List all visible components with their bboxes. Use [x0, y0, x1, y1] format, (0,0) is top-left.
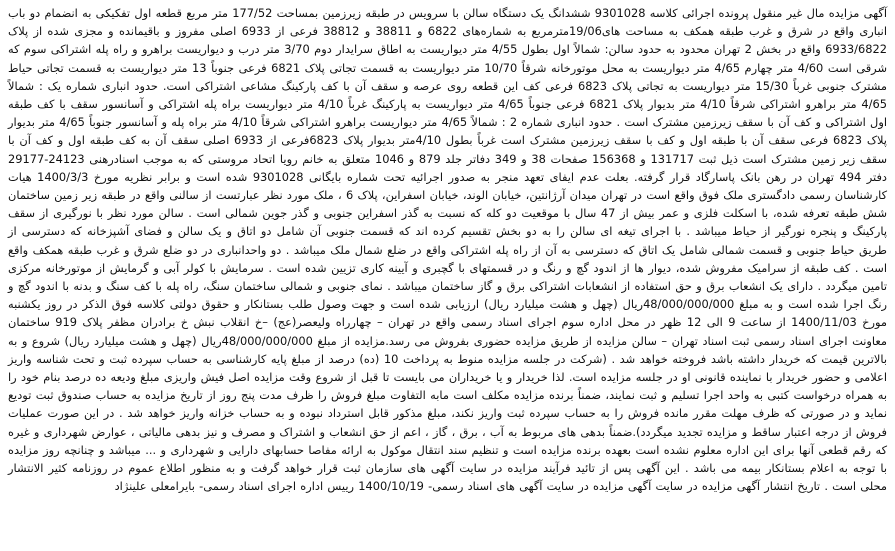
notice-text: آگهی مزایده مال غیر منقول پرونده اجرائی کلاسه 9301028 ششدانگ یک دستگاه سالن با سرویس در طبقه زیرزمین بمساحت 177/52 متر مربع قطعه اول تفکیکی به انضمام دو باب انباری واقع در شرق و غرب طبقه همکف به مساحت های19/06مترمربع به شماره‌های 6822 و 38811 و 38812 فرعی از 6933 اصلی مفروز و باقیمانده و مجزی شده از پلاک 6933/6822 واقع در بخش 2 تهران محدود به حدود سالن: شمالاً اول بطول 4/55 متر دیواریست به اطاق سرایدار دوم 3/70 متر درب و دیواریست براهرو و راه پله اشتراکی سوم که شرقی است 4/60 متر چهارم 4/65 متر دیواریست به محل موتورخانه شرقاً 10/70 متر دیواریست به قسمت تجاتی پلاک 6821 فرعی جنوباً 13 متر دیواریست به قسمت تجاتی حیاط مشترک جنوبی غرباً 15/30 متر دیواریست به تجاتی پلاک 6823 فرعی کف این قطعه روی عرصه و سقف آن با کف پارکینگ مشاعی اشتراکی است. حدود انباری شماره یک : شمالاً 4/65 متر براهرو اشتراکی شرقاً 4/10 متر بدیوار پلاک 6821 فرعی جنوباً 4/65 متر دیواریست به پارکینگ غرباً 4/10 متر دیواریست براه پله اشتراکی و آسانسور سقف با کف طبقه اول اشتراکی و کف آن با سقف زیرزمین مشترک است . حدود انباری شماره 2 : شمالاً 4/65 متر دیواریست براهرو اشتراکی شرقاً 4/10 متر براه پله و آسانسور جنوباً 4/65 متر بدیوار پلاک 6823 فرعی سقف آن با طبقه اول و کف با سقف زیرزمین مشترک است غرباً بطول 4/10متر بدیوار پلاک 6823فرعی از 6933 اصلی سقف آن به کف طبقه اول و کف آن با سقف زیر زمین مشترک است ذیل ثبت 131717 و 156368 صفحات 38 و 349 دفاتر جلد 879 و 1046 متعلق به خانم رویا اتحاد مروستی که به موجب اسنادرهنی 24123-29177 دفتر 494 تهران در رهن بانک پاسارگاد قرار گرفته. بعلت عدم ایفای تعهد منجر به صدور اجرائیه تحت شماره بایگانی 9301028 شده است و برابر نظریه مورخ 1400/3/3 هیات کارشناسان رسمی دادگستری ملک فوق واقع است در تهران میدان آرژانتین، خیابان الوند، خیابان اسفراین، پلاک 6 ، ملک مورد نظر عبارتست از سالنی واقع در طبقه زیر زمین ساختمان شش طبقه تعرفه شده، با اسکلت فلزی و عمر بیش از 47 سال با موقعیت دو کله که نسبت به گذر اسفراین جنوبی و گذر جوین شمالی است . سالن مورد نظر با نورگیری از سقف پارکینگ و پنجره نورگیر از حیاط میباشد . با اجرای تیغه ای سالن را به دو بخش تقسیم کرده اند که قسمت جنوبی آن شامل دو اتاق و یک سالن و فضای آشپزخانه که دسترسی از طریق حیاط جنوبی و قسمت شمالی شامل یک اتاق که دسترسی به آن از راه پله اشتراکی واقع در ضلع شمال ملک میباشد . دو واحدانباری در دو ضلع شرق و غرب طبقه همکف واقع است . کف طبقه از سرامیک مفروش شده، دیوار ها از اندود گچ و رنگ و در قسمتهای با گچبری و آیینه کاری تزیین شده است . سرمایش با کولر آبی و گرمایش از موتورخانه مرکزی تامین میگردد . دارای یک انشعاب برق و حق استفاده از انشعابات اشتراکی برق و گاز ساختمان میباشد . نمای جنوبی و شمالی ساختمان سنگ، راه پله با کف سنگ و بدنه با اندود گچ و رنگ اجرا شده است و به مبلغ 48/000/000/000ریال (چهل و هشت میلیارد ریال) ارزیابی شده است و جهت وصول طلب بستانکار و حقوق دولتی کلاسه فوق الذکر در روز یکشنبه مورخ 1400/11/03 از ساعت 9 الی 12 ظهر در محل اداره سوم اجرای اسناد رسمی واقع در تهران – چهارراه ولیعصر(عج) –خ انقلاب نبش خ برادران مظفر پلاک 919 ساختمان معاونت اجرای اسناد رسمی ثبت اسناد تهران – سالن مزایده از طریق مزایده حضوری بفروش می رسد.مزایده از مبلغ 48/000/000/000ریال (چهل و هشت میلیارد ریال) شروع و به بالاترین قیمت که خریدار داشته باشد فروخته خواهد شد . (شرکت در جلسه مزایده منوط به پرداخت 10 (ده) درصد از مبلغ پایه کارشناسی به حساب سپرده ثبت و تحت شناسه واریز اعلامی و حضور خریدار با نماینده قانونی او در جلسه مزایده است. لذا خریدار و یا خریداران می بایست تا قبل از شروع وقت مزایده اصل فیش واریزی مبلغ ودیعه ده درصد بنام خود را به همراه درخواست کتبی به واحد اجرا تسلیم و ثبت نمایند، ضمناً برنده مزایده مکلف است مابه التفاوت مبلغ فروش را ظرف مدت پنج روز از تاریخ مزایده به حساب صندوق ثبت تودیع نماید و در صورتی که ظرف مهلت مقرر مانده فروش را به حساب سپرده ثبت واریز نکند، مبلغ مذکور قابل استرداد نبوده و به حساب خزانه واریز خواهد شد . در این صورت عملیات فروش از درجه اعتبار ساقط و مزایده تجدید میگردد).ضمناً بدهی های مربوط به آب ، برق ، گاز ، اعم از حق انشعاب و اشتراک و مصرف و نیز بدهی مالیاتی ، عوارض شهرداری و غیره که رقم قطعی آنها برای این اداره معلوم نشده است بعهده برنده مزایده است و تنظیم سند انتقال موکول به ارائه مفاصا حسابهای دارایی و شهرداری و ... میباشد و چنانچه روز مزایده با توجه به اعلام بستانکار بیمه می باشد . این آگهی پس از تائید فرآیند مزایده در سایت آگهی های سازمان ثبت قرار خواهد گرفت و به منظور اطلاع عموم در روزنامه کثیر الانتشار محلی است . تاریخ انتشار آگهی مزایده در سایت آگهی مزایده در سایت آگهی های اسناد رسمی- 1400/10/19 رییس اداره اجرای اسناد رسمی- بایرامعلی علینژاد	[8, 6, 887, 494]
